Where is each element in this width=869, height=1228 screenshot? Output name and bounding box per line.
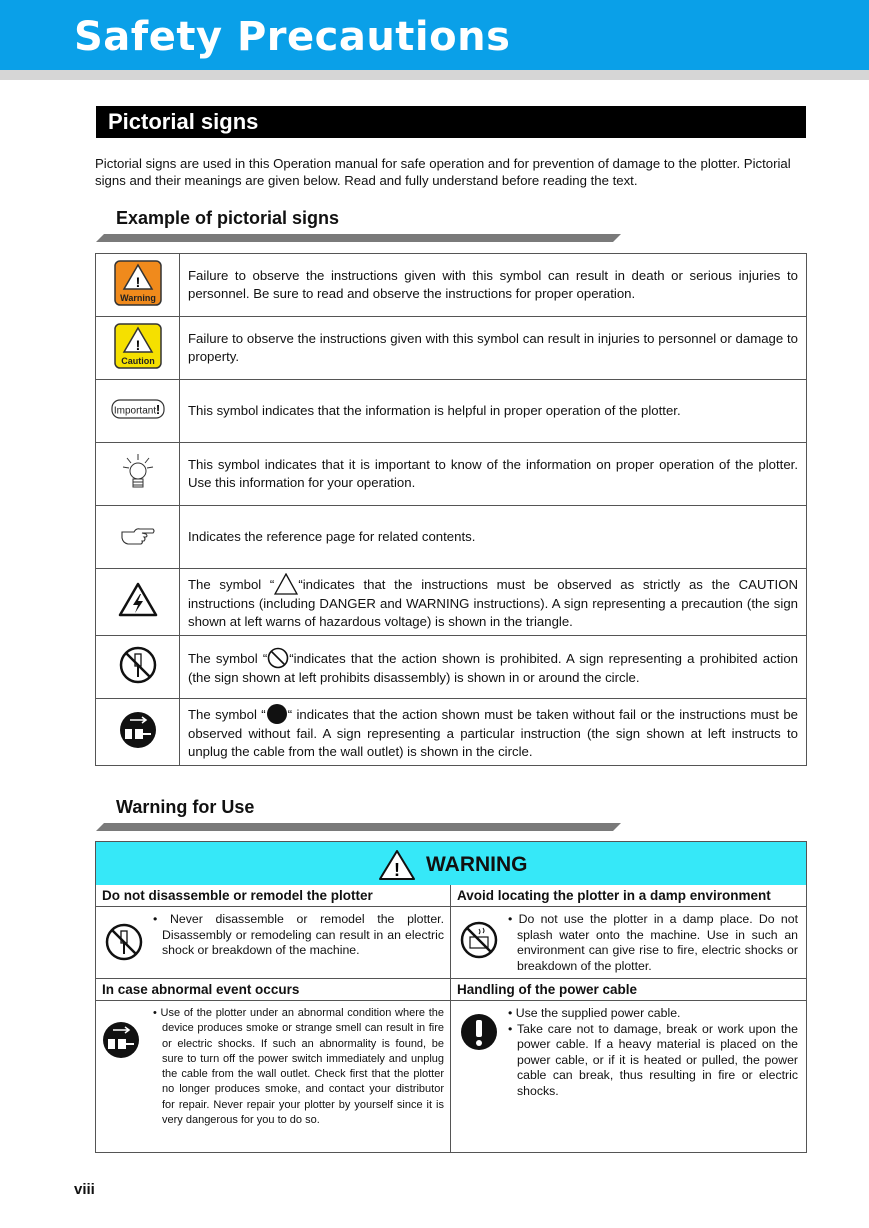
cell-text: • Do not use the plotter in a damp place. Do not splash water onto the machine. Use in such an environment can give rise to fire, electric shocks or breakdown of the plotter.	[508, 912, 798, 973]
mandatory-exclamation-icon	[459, 1012, 499, 1052]
cell-text: • Use the supplied power cable.	[508, 1006, 681, 1020]
caution-sign-icon	[113, 322, 163, 370]
cell-text: • Never disassemble or remodel the plotter. Disassembly or remodeling can result in an electric shock or breakdown of the machine.	[153, 912, 444, 957]
page-title: Safety Precautions	[74, 14, 511, 60]
sign-description: The symbol “	[188, 651, 268, 666]
important-icon	[111, 399, 165, 419]
caution-triangle-icon	[274, 573, 298, 595]
cell-text: • Use of the plotter under an abnormal condition where the device produces smoke or strange smell can result in fire or electric shocks. If such an abnormality is found, be sure to turn off the power switch immediately and unplug the cable from the wall outlet. Check first that the plotter no longer produces smoke, and contact your distributor for repair. Never repair your plotter by yourself since it is very dangerous for you to do so.	[153, 1007, 444, 1127]
warning-box	[95, 841, 807, 1153]
svg-text:!: !	[135, 336, 140, 353]
cell-heading: Do not disassemble or remodel the plotter	[96, 885, 450, 907]
intro-text: Pictorial signs are used in this Operation manual for safe operation and for prevention of damage to the plotter. Pictorial signs and their meanings are given below. Read and fully understand before reading the text.	[95, 156, 791, 188]
svg-text:Important: Important	[113, 405, 156, 416]
warning-sign-icon	[113, 259, 163, 307]
table-row	[96, 636, 807, 699]
column-divider	[450, 885, 451, 1153]
sign-description: Indicates the reference page for related contents.	[180, 506, 807, 569]
warning-triangle-icon	[378, 849, 416, 881]
warning-banner-title: WARNING	[426, 853, 528, 876]
table-row	[96, 380, 807, 443]
cell-heading: Avoid locating the plotter in a damp environment	[451, 885, 806, 907]
sign-description: The symbol “	[188, 707, 266, 722]
sign-description: Failure to observe the instructions given with this symbol can result in death or serious injuries to personnel. Be sure to read and observe the instructions for proper operation.	[180, 254, 807, 317]
table-row	[96, 699, 807, 766]
section-title: Pictorial signs	[96, 106, 806, 138]
cell-text: • Take care not to damage, break or work upon the power cable. If a heavy material is placed on the power cable, or if it is heated or pulled, the power cable can break, thus resulting in fire or electric shocks.	[508, 1021, 798, 1098]
examples-heading-bar	[96, 234, 621, 242]
pointing-hand-icon	[120, 524, 156, 546]
cell-heading: In case abnormal event occurs	[96, 979, 450, 1001]
sign-description: “ indicates that the action shown must be taken without fail or the instructions must be observed without fail. A sign representing a particular instruction (the sign shown at left instructs to unplug the cable from the wall outlet) is shown in the circle.	[188, 707, 799, 759]
sign-description: The symbol “	[188, 577, 275, 592]
svg-text:!: !	[155, 401, 160, 417]
no-disassembly-icon	[118, 645, 158, 685]
warning-use-heading-bar	[96, 823, 621, 831]
page-number: viii	[74, 1181, 95, 1198]
header-divider	[0, 70, 869, 80]
mandatory-circle-icon	[266, 703, 288, 725]
sign-description: This symbol indicates that the information is helpful in proper operation of the plotter.	[180, 380, 807, 443]
warning-use-heading: Warning for Use	[116, 797, 255, 817]
svg-text:Warning: Warning	[119, 292, 156, 303]
svg-text:!: !	[394, 860, 400, 880]
examples-heading: Example of pictorial signs	[116, 208, 340, 228]
sign-description: This symbol indicates that it is important to know of the information on proper operation of the plotter. Use this information for your operation.	[180, 443, 807, 506]
page-header	[0, 0, 869, 70]
sign-description: “indicates that the action shown is prohibited. A sign representing a prohibited action (the sign shown at left prohibits disassembly) is shown in or around the circle.	[188, 651, 798, 685]
table-row	[96, 569, 807, 636]
warning-banner	[96, 842, 806, 886]
table-row	[96, 254, 807, 317]
prohibition-circle-icon	[267, 647, 289, 669]
cell-heading: Handling of the power cable	[451, 979, 806, 1001]
no-water-icon	[459, 920, 499, 960]
unplug-cable-icon	[118, 710, 158, 750]
sign-description: “indicates that the instructions must be observed as strictly as the CAUTION instructions (including DANGER and WARNING instructions). A sign representing a precaution (the sign shown at left warns of hazardous voltage) is shown in the triangle.	[188, 577, 798, 629]
pictorial-signs-table	[95, 253, 807, 766]
table-row	[96, 443, 807, 506]
svg-text:!: !	[135, 273, 140, 290]
unplug-cable-icon	[101, 1020, 141, 1060]
electric-shock-warning-icon	[118, 582, 158, 618]
light-bulb-icon	[121, 452, 155, 492]
no-disassembly-icon	[104, 922, 144, 962]
table-row	[96, 317, 807, 380]
sign-description: Failure to observe the instructions given with this symbol can result in injuries to personnel or damage to property.	[180, 317, 807, 380]
svg-text:Caution: Caution	[120, 355, 155, 366]
table-row	[96, 506, 807, 569]
